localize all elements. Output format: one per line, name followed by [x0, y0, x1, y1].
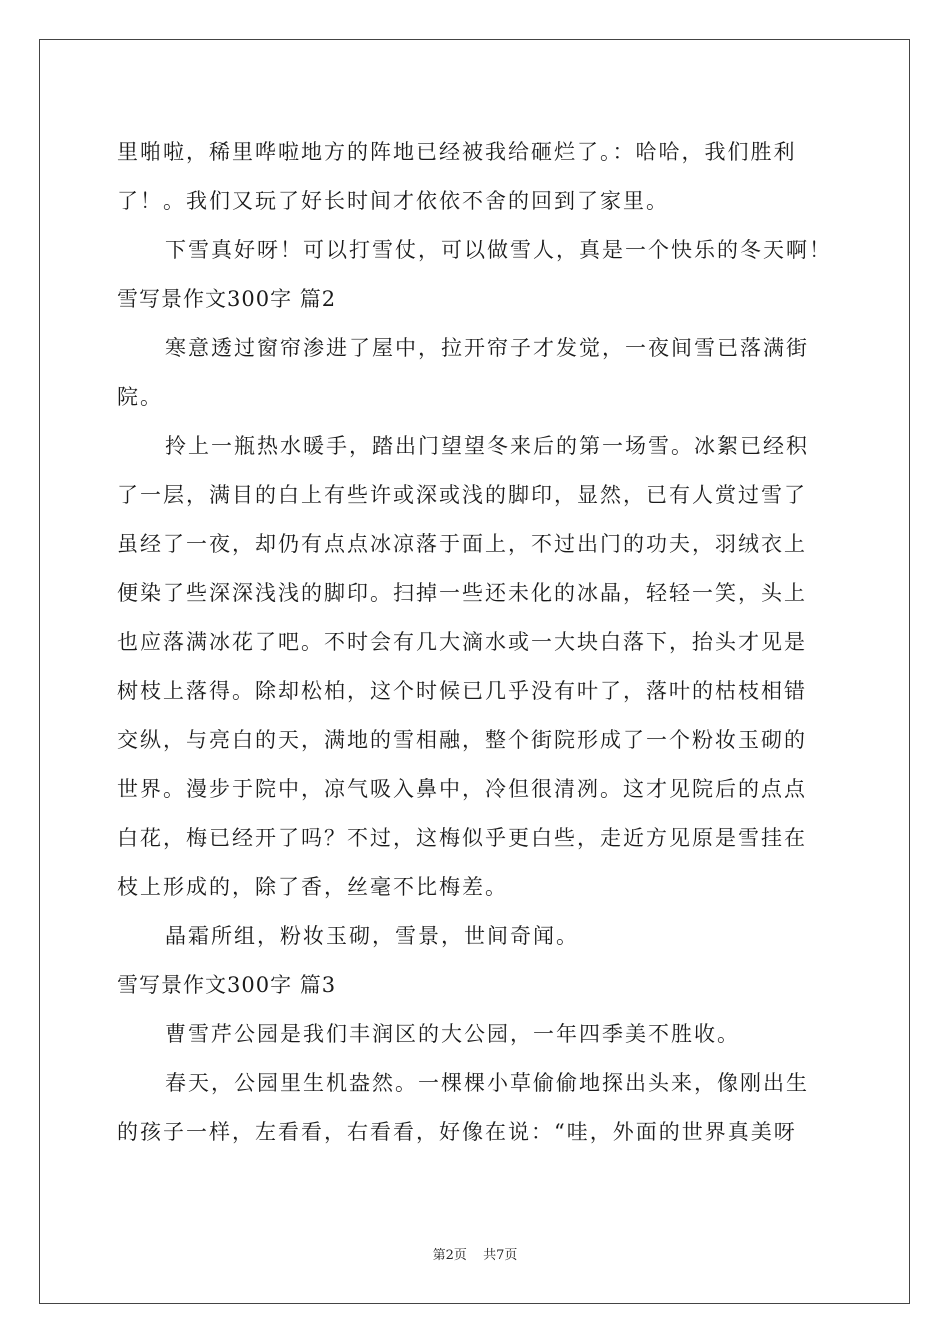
document-body — [117, 128, 837, 1157]
text-line: 虽经了一夜，却仍有点点冰凉落于面上，不过出门的功夫，羽绒衣上 — [117, 532, 807, 556]
page-footer — [0, 1244, 950, 1263]
text-line: 也应落满冰花了吧。不时会有几大滴水或一大块白落下，抬头才见是 — [117, 630, 807, 654]
text-line: 了！。我们又玩了好长时间才依依不舍的回到了家里。 — [117, 189, 669, 213]
paragraph-line: 晶霜所组，粉妆玉砌，雪景，世间奇闻。 — [165, 924, 579, 948]
text-line: 枝上形成的，除了香，丝毫不比梅差。 — [117, 875, 508, 899]
text-line: 的孩子一样，左看看，右看看，好像在说：“哇，外面的世界真美呀 — [117, 1120, 797, 1144]
section-heading: 雪写景作文300字 篇3 — [117, 973, 337, 997]
page-number: 第2页 — [432, 1248, 467, 1263]
text-line: 里啪啦，稀里哗啦地方的阵地已经被我给砸烂了。：哈哈，我们胜利 — [117, 140, 797, 164]
paragraph-line: 拎上一瓶热水暖手，踏出门望望冬来后的第一场雪。冰絮已经积 — [165, 434, 809, 458]
paragraph-line: 曹雪芹公园是我们丰润区的大公园，一年四季美不胜收。 — [165, 1022, 740, 1046]
text-line: 了一层，满目的白上有些许或深或浅的脚印，显然，已有人赏过雪了 — [117, 483, 807, 507]
text-line: 交纵，与亮白的天，满地的雪相融，整个街院形成了一个粉妆玉砌的 — [117, 728, 807, 752]
text-line: 白花，梅已经开了吗？不过，这梅似乎更白些，走近方见原是雪挂在 — [117, 826, 807, 850]
section-heading: 雪写景作文300字 篇2 — [117, 287, 337, 311]
paragraph-line: 春天，公园里生机盎然。一棵棵小草偷偷地探出头来，像刚出生 — [165, 1071, 809, 1095]
text-line: 世界。漫步于院中，凉气吸入鼻中，冷但很清冽。这才见院后的点点 — [117, 777, 807, 801]
paragraph-line: 下雪真好呀！可以打雪仗，可以做雪人，真是一个快乐的冬天啊！ — [165, 238, 832, 262]
text-line: 便染了些深深浅浅的脚印。扫掉一些还未化的冰晶，轻轻一笑，头上 — [117, 581, 807, 605]
page-total: 共7页 — [483, 1248, 518, 1263]
text-line: 院。 — [117, 385, 163, 409]
text-line: 树枝上落得。除却松柏，这个时候已几乎没有叶了，落叶的枯枝相错 — [117, 679, 807, 703]
paragraph-line: 寒意透过窗帘渗进了屋中，拉开帘子才发觉，一夜间雪已落满街 — [165, 336, 809, 360]
